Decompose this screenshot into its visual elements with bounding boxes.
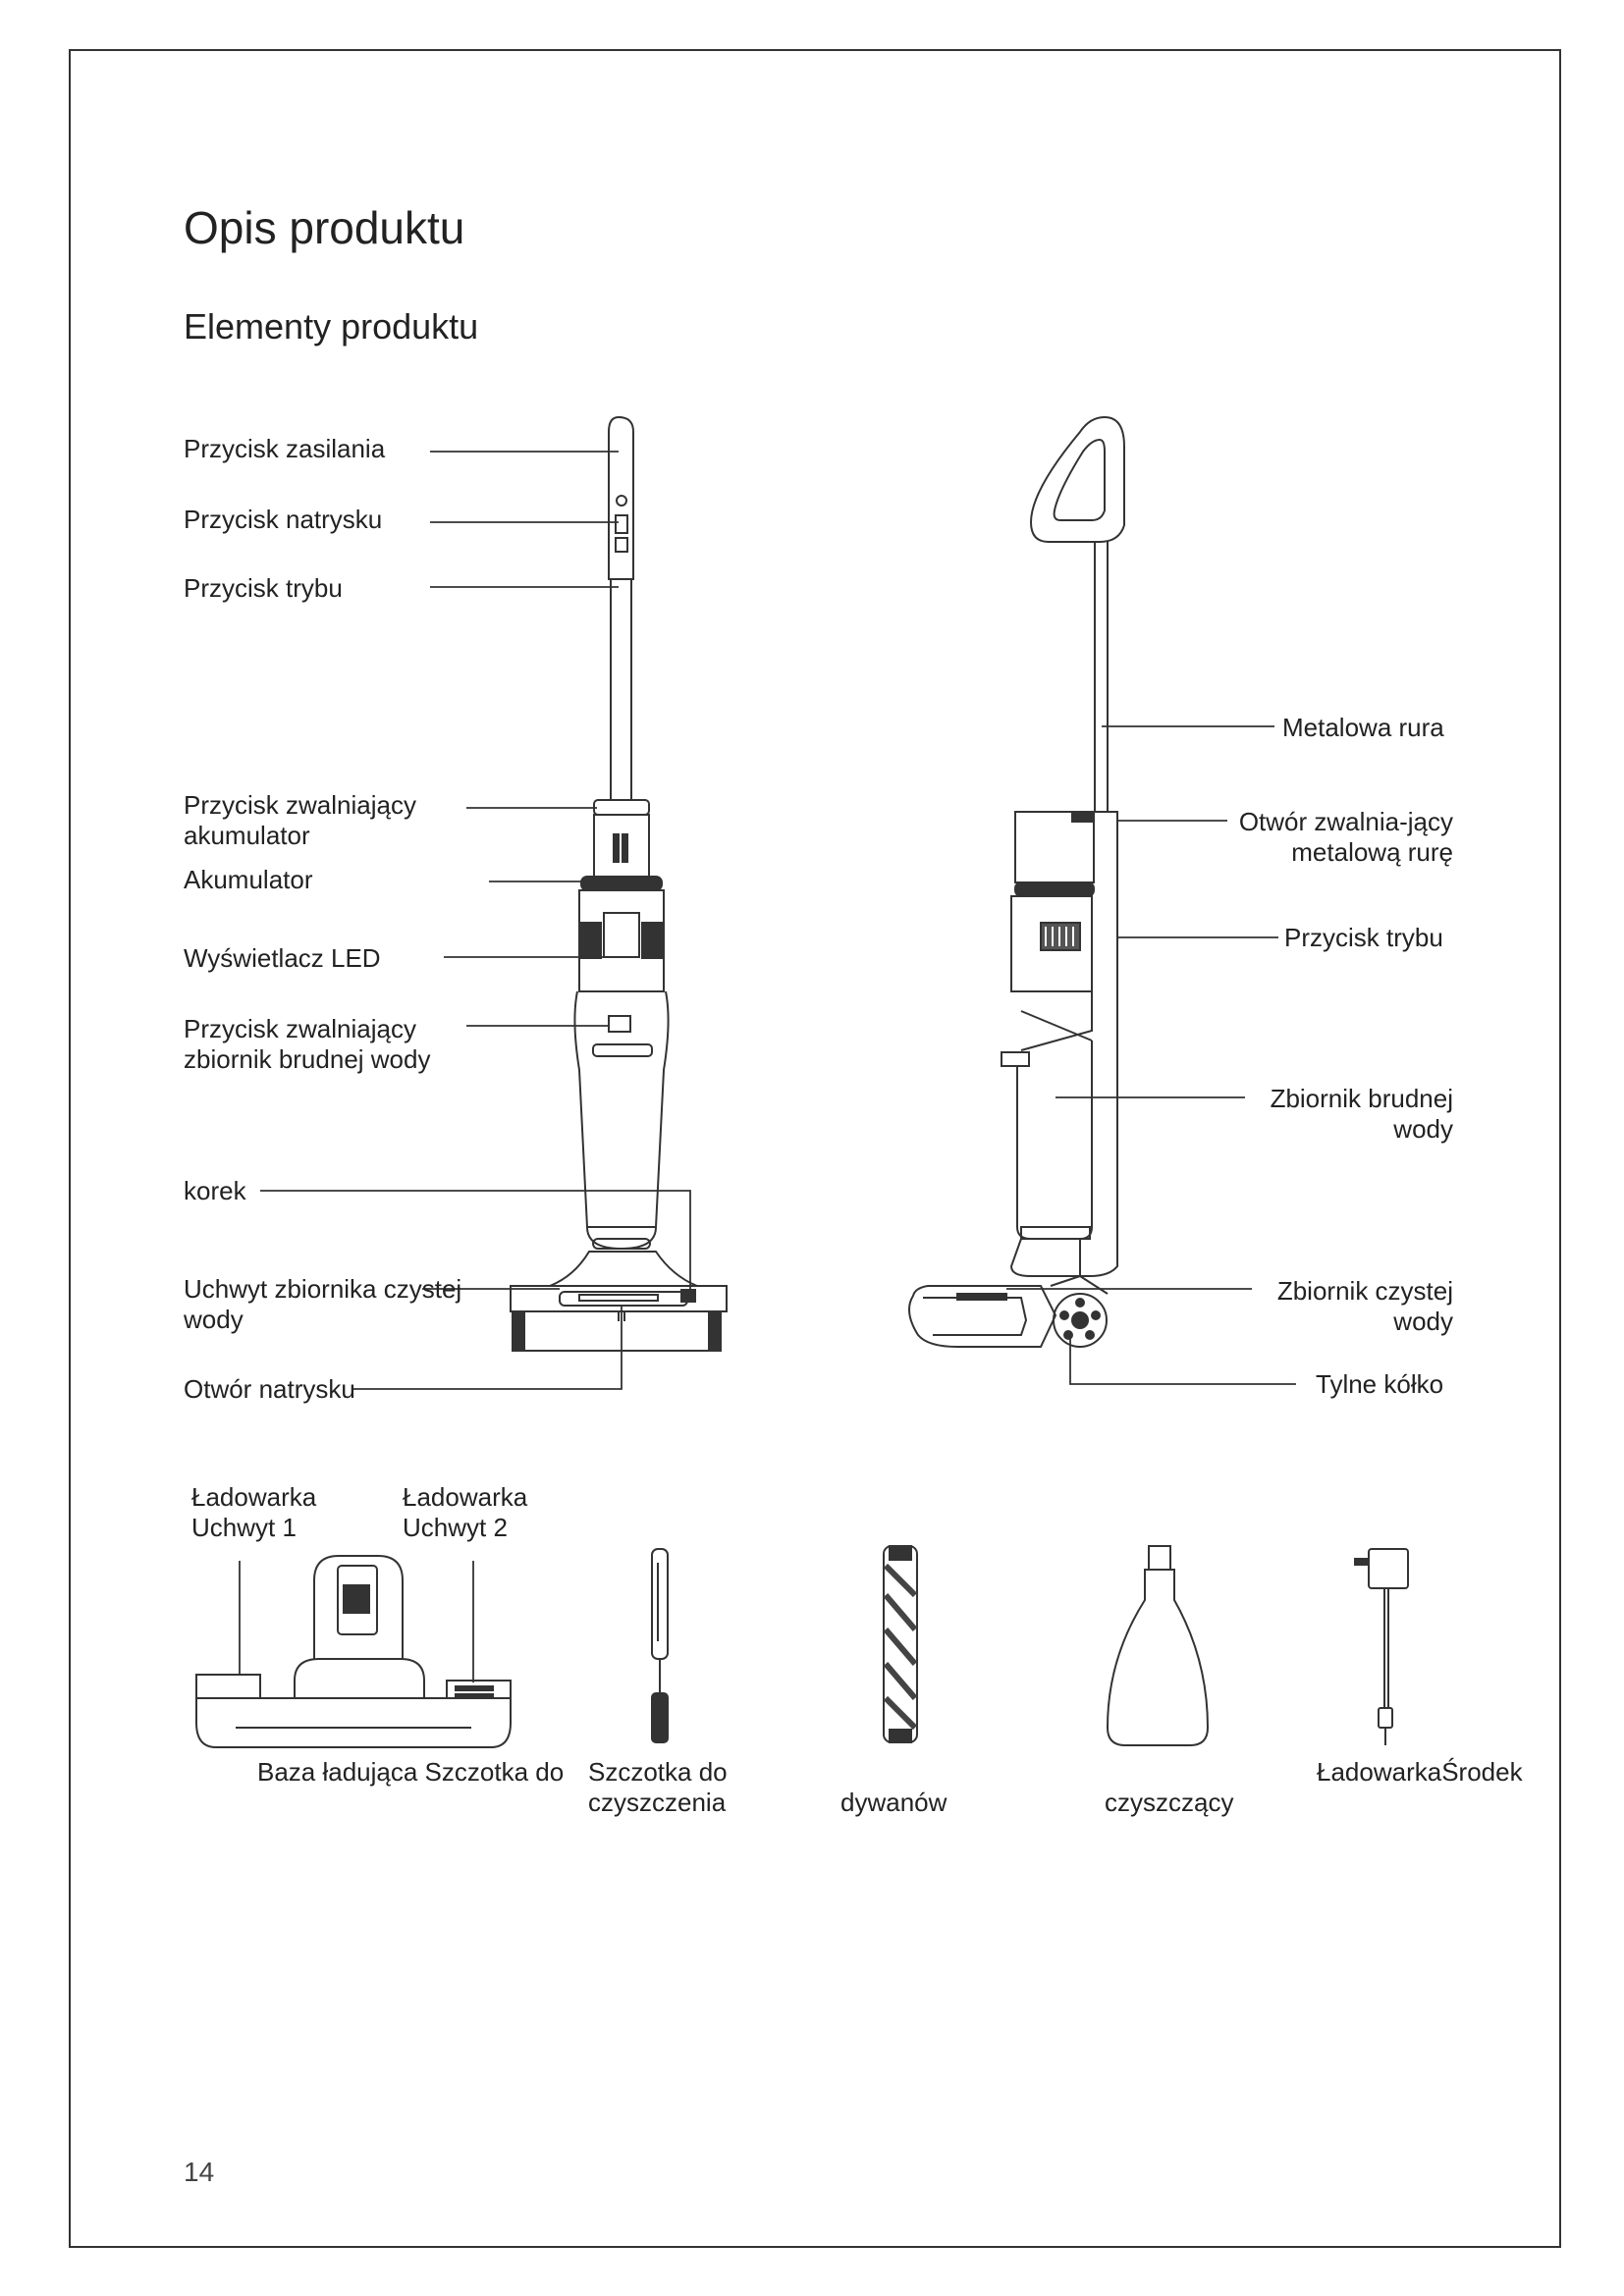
detergent-bottle-illustration — [1108, 1546, 1208, 1745]
label-cleaning-brush — [588, 1757, 728, 1818]
power-button-shape — [617, 496, 626, 506]
label-battery-release-line1: Przycisk zwalniający — [184, 790, 416, 820]
label-clean-tank-line2: wody — [1393, 1307, 1453, 1336]
section-title: Elementy produktu — [184, 306, 479, 347]
front-handle — [609, 417, 633, 579]
label-clean-tank-line1: Zbiornik czystej — [1276, 1276, 1453, 1306]
label-cleaning-agent: czyszczący — [1105, 1788, 1234, 1817]
battery-release-shape — [594, 800, 649, 815]
label-cleaning-brush-line2: czyszczenia — [588, 1788, 727, 1817]
label-led-display: Wyświetlacz LED — [184, 943, 381, 973]
label-clean-tank-handle-line2: wody — [184, 1305, 244, 1334]
label-battery-release — [184, 790, 416, 851]
label-metal-tube: Metalowa rura — [1282, 713, 1444, 742]
label-charger-handle-1 — [191, 1482, 316, 1543]
floor-roller — [518, 1311, 715, 1351]
mode-button-shape — [616, 538, 627, 552]
carpet-brush-illustration — [884, 1546, 917, 1742]
label-clean-tank-handle — [184, 1274, 461, 1335]
label-battery-release-line2: akumulator — [184, 821, 310, 850]
label-dirty-tank-release-line2: zbiornik brudnej wody — [184, 1044, 431, 1074]
label-dirty-tank-line1: Zbiornik brudnej — [1270, 1084, 1453, 1113]
label-charger-handle-1-line1: Ładowarka — [191, 1482, 317, 1512]
side-dirty-tank — [1017, 1041, 1092, 1239]
battery-ring — [581, 877, 662, 890]
label-charger-handle-2 — [403, 1482, 527, 1543]
label-clean-tank-handle-line1: Uchwyt zbiornika czystej — [184, 1274, 462, 1304]
dirty-tank-release-shape — [609, 1016, 630, 1032]
plug-shape — [681, 1290, 695, 1302]
charger-adapter-illustration — [1355, 1549, 1408, 1745]
label-charger-handle-2-line1: Ładowarka — [403, 1482, 528, 1512]
charging-base-illustration — [196, 1556, 511, 1747]
label-mode-button: Przycisk trybu — [184, 573, 343, 603]
label-dirty-tank-release-line1: Przycisk zwalniający — [184, 1014, 416, 1043]
label-clean-tank — [1277, 1276, 1453, 1337]
label-tube-release-line2: metalową rurę — [1291, 837, 1453, 867]
led-display-shape — [604, 913, 639, 957]
label-battery: Akumulator — [184, 865, 313, 894]
label-rear-wheel: Tylne kółko — [1316, 1369, 1444, 1399]
label-charger-handle-2-line2: Uchwyt 2 — [403, 1513, 508, 1542]
label-cleaning-brush-line1: Szczotka do — [588, 1757, 728, 1787]
label-charging-base: Baza ładująca Szczotka do — [257, 1757, 565, 1787]
label-spray-nozzle: Otwór natrysku — [184, 1374, 355, 1404]
dirty-water-tank-shape — [574, 991, 668, 1227]
spray-button-shape — [616, 515, 627, 533]
front-vacuum-illustration — [511, 417, 727, 1351]
label-charger: ŁadowarkaŚrodek — [1317, 1757, 1523, 1787]
cleaning-brush-illustration — [652, 1549, 668, 1742]
page-title: Opis produktu — [184, 202, 465, 253]
label-plug: korek — [184, 1176, 246, 1205]
label-charger-handle-1-line2: Uchwyt 1 — [191, 1513, 297, 1542]
side-vacuum-illustration — [909, 417, 1124, 1347]
label-tube-release-line1: Otwór zwalnia-jący — [1238, 807, 1453, 836]
label-carpet: dywanów — [840, 1788, 947, 1817]
side-handle — [1031, 417, 1124, 542]
label-spray-button: Przycisk natrysku — [184, 505, 383, 534]
label-dirty-tank-release — [184, 1014, 430, 1075]
label-power-button: Przycisk zasilania — [184, 434, 386, 463]
label-dirty-tank-line2: wody — [1393, 1114, 1453, 1144]
label-tube-release — [1239, 807, 1453, 868]
label-side-mode-button: Przycisk trybu — [1284, 923, 1443, 952]
page-number: 14 — [184, 2157, 215, 2187]
label-dirty-tank — [1271, 1084, 1453, 1145]
